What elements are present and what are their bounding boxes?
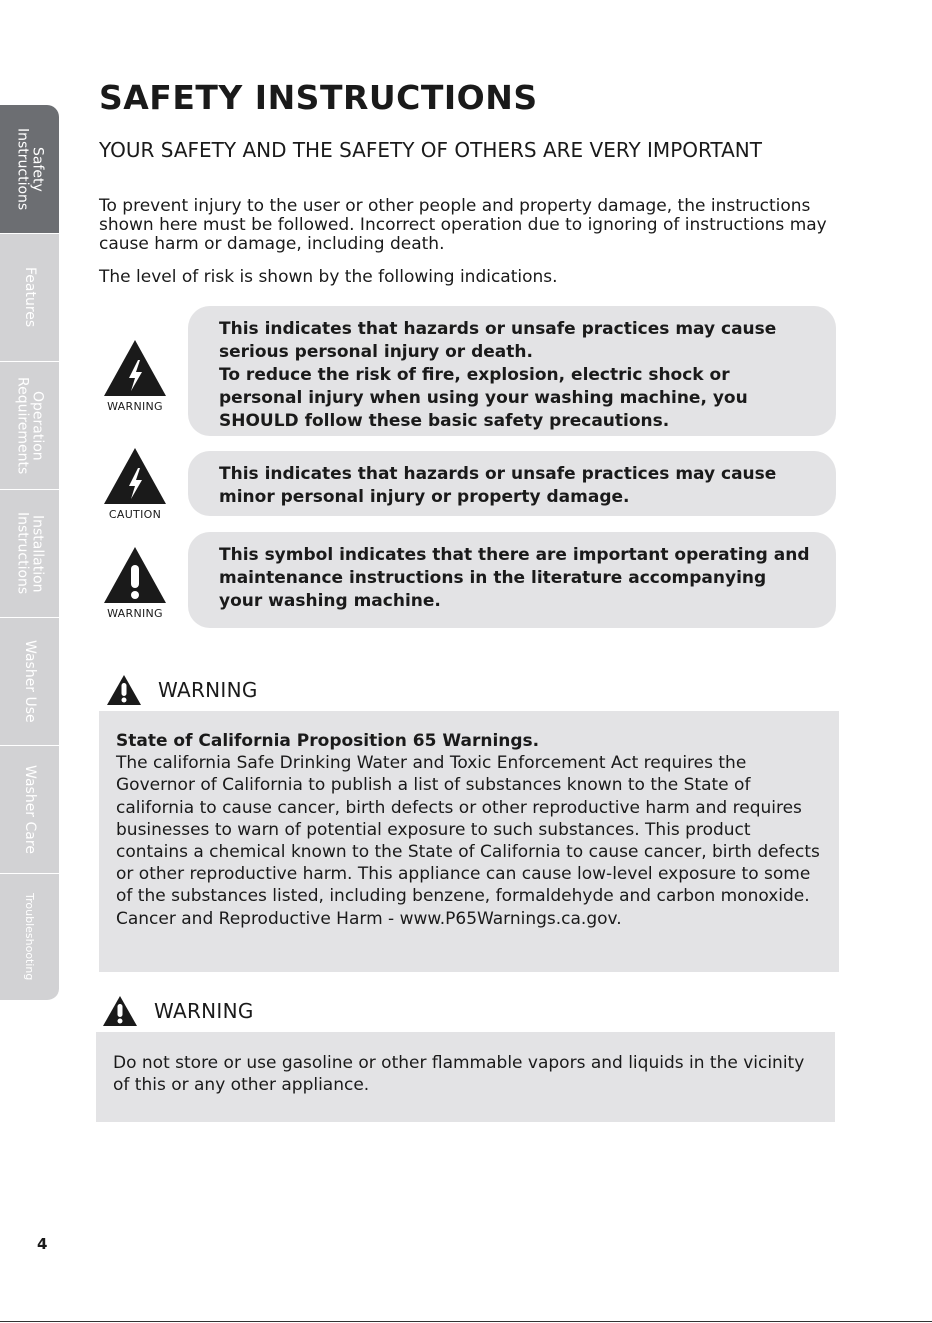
- icon-label: WARNING: [107, 400, 163, 413]
- page-number: 4: [37, 1235, 48, 1253]
- page-title: SAFETY INSTRUCTIONS: [99, 78, 538, 117]
- tab-label: Washer Use: [22, 640, 38, 723]
- flammable-warning-text: Do not store or use gasoline or other flammable vapors and liquids in the vicinity of this or any other appliance.: [113, 1053, 805, 1096]
- warning-triangle-icon: [102, 995, 138, 1027]
- tab-troubleshooting[interactable]: [0, 874, 59, 1001]
- warning-label: WARNING: [154, 999, 254, 1023]
- bottom-divider: [0, 1321, 932, 1322]
- indication-caution-symbol: [100, 446, 170, 521]
- indication-warning-symbol: [100, 338, 170, 413]
- electric-shock-caution-icon: [102, 446, 168, 506]
- icon-label: CAUTION: [108, 508, 162, 521]
- tab-features[interactable]: [0, 234, 59, 362]
- flammable-warning-box: [96, 1032, 835, 1122]
- prop65-heading: State of California Proposition 65 Warnings.: [116, 731, 540, 751]
- intro-paragraph: To prevent injury to the user or other people and property damage, the instructions shown here must be followed. Incorrect operation due to ignoring of instructions may cause harm or damage, including death.: [99, 196, 827, 254]
- icon-label: WARNING: [107, 607, 163, 620]
- indication-text: To reduce the risk of fire, explosion, electric shock or personal injury when using your washing machine, you SHOULD follow these basic safety precautions.: [219, 365, 748, 431]
- tab-washer-care[interactable]: [0, 746, 59, 874]
- prop65-warning-box: [99, 711, 839, 972]
- warning-label: WARNING: [158, 678, 258, 702]
- exclamation-warning-icon: [102, 545, 168, 605]
- indication-text: This indicates that hazards or unsafe practices may cause serious personal injury or death.: [219, 319, 777, 362]
- prop65-body: The california Safe Drinking Water and Toxic Enforcement Act requires the Governor of California to publish a list of substances known to the State of california to cause cancer, birth defects or other reproductive harm and requires businesses to warn of potential exposure to such substances. This product contains a chemical known to the State of California to cause cancer, birth defects or other reproductive harm. This appliance can cause low-level exposure to some of the substances listed, including benzene, formaldehyde and carbon monoxide. Cancer and Reproductive Harm - www.P65Warnings.ca.gov.: [116, 753, 820, 929]
- tab-safety-instructions[interactable]: [0, 105, 59, 234]
- tab-installation-instructions[interactable]: [0, 490, 59, 618]
- page-subtitle: YOUR SAFETY AND THE SAFETY OF OTHERS ARE VERY IMPORTANT: [99, 138, 762, 162]
- tab-label: Safety Instructions: [14, 127, 46, 211]
- tab-label: Washer Care: [22, 765, 38, 854]
- tab-washer-use[interactable]: [0, 618, 59, 746]
- tab-label: Features: [22, 267, 38, 328]
- tab-operation-requirements[interactable]: [0, 362, 59, 490]
- electric-shock-warning-icon: [102, 338, 168, 398]
- warning-header-prop65: [106, 674, 258, 706]
- indication-box-caution: [188, 451, 836, 516]
- indication-text: This symbol indicates that there are important operating and maintenance instructions in the literature accompanying your washing machine.: [219, 545, 810, 611]
- indication-box-literature: [188, 532, 836, 628]
- indication-text: This indicates that hazards or unsafe practices may cause minor personal injury or property damage.: [219, 464, 777, 507]
- warning-triangle-icon: [106, 674, 142, 706]
- risk-level-line: The level of risk is shown by the following indications.: [99, 267, 558, 287]
- warning-header-flammable: [102, 995, 254, 1027]
- tab-label: Installation Instructions: [14, 512, 46, 595]
- indication-literature-symbol: [100, 545, 170, 620]
- indication-box-warning: [188, 306, 836, 436]
- tab-label: Troubleshooting: [23, 893, 36, 981]
- tab-label: Operation Requirements: [14, 376, 46, 475]
